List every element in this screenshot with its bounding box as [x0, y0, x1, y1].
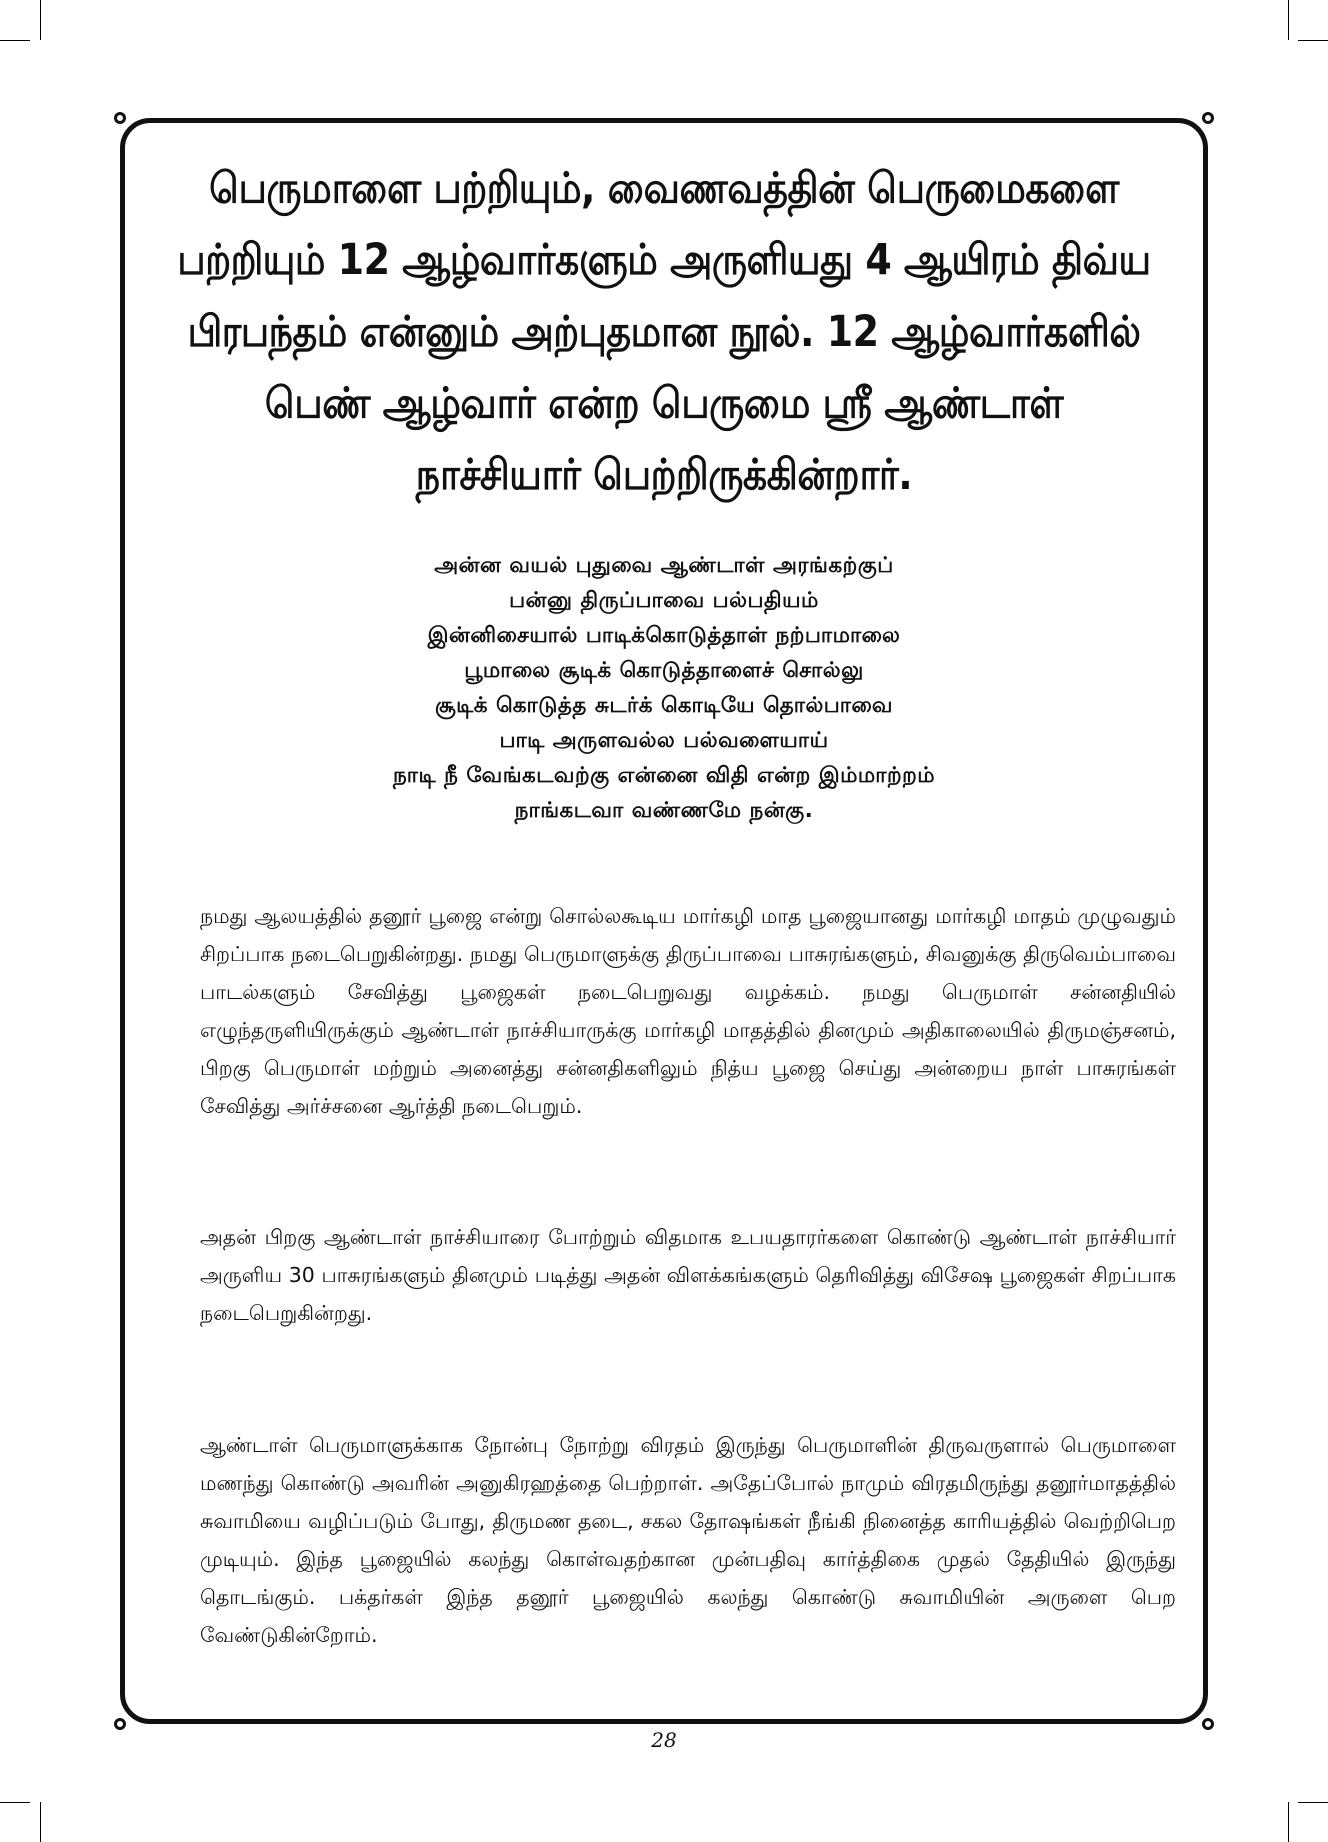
page-number: 28: [651, 1728, 677, 1752]
crop-mark: [0, 1802, 30, 1803]
heading-line: பெருமாளை பற்றியும், வைணவத்தின் பெருமைகளை: [209, 163, 1119, 213]
body-paragraph: ஆண்டாள் பெருமாளுக்காக நோன்பு நோற்று விரதம் இருந்து பெருமாளின் திருவருளால் பெருமாளை மணந்து கொண்டு அவரின் அனுகிரஹத்தை பெற்றாள். அதேப்போல் நாமும் விரதமிருந்து தனூர்மாதத்தில் சுவாமியை வழிப்படும் போது, திருமண தடை, சகல தோஷங்கள் நீங்கி நினைத்த காரியத்தில் வெற்றிபெற முடியும். இந்த பூஜையில் கலந்து கொள்வதற்கான முன்பதிவு கார்த்திகை முதல் தேதியில் இருந்து தொடங்கும். பக்தர்கள் இந்த தனூர் பூஜையில் கலந்து கொண்டு சுவாமியின் அருளை பெற வேண்டுகின்றோம்.: [200, 1433, 1176, 1647]
heading-line: பிரபந்தம் என்னும் அற்புதமான நூல். 12 ஆழ்வார்களில்: [187, 306, 1141, 356]
frame-corner-ornament: [114, 112, 126, 124]
crop-mark: [1288, 0, 1289, 40]
crop-mark: [1288, 1802, 1289, 1842]
crop-mark: [40, 1802, 41, 1842]
verse-line: சூடிக் கொடுத்த சுடர்க் கொடியே தொல்பாவை: [435, 693, 893, 718]
verse-line: பாடி அருளவல்ல பல்வளையாய்: [499, 728, 829, 753]
heading-line: பற்றியும் 12 ஆழ்வார்களும் அருளியது 4 ஆயிரம் திவ்ய: [177, 234, 1151, 285]
crop-mark: [1298, 40, 1328, 41]
body-paragraph: நமது ஆலயத்தில் தனூர் பூஜை என்று சொல்லகூடிய மார்கழி மாத பூஜையானது மார்கழி மாதம் முழுவதும் சிறப்பாக நடைபெறுகின்றது. நமது பெருமாளுக்கு திருப்பாவை பாசுரங்களும், சிவனுக்கு திருவெம்பாவை பாடல்களும் சேவித்து பூஜைகள் நடைபெறுவது வழக்கம். நமது பெருமாள் சன்னதியில் எழுந்தருளியிருக்கும் ஆண்டாள் நாச்சியாருக்கு மார்கழி மாதத்தில் தினமும் அதிகாலையில் திருமஞ்சனம், பிறகு பெருமாள் மற்றும் அனைத்து சன்னதிகளிலும் நித்ய பூஜை செய்து அன்றைய நாள் பாசுரங்கள் சேவித்து அர்ச்சனை ஆர்த்தி நடைபெறும்.: [200, 904, 1176, 1118]
verse-line: பன்னு திருப்பாவை பல்பதியம்: [509, 588, 819, 613]
verse-line: பூமாலை சூடிக் கொடுத்தாளைச் சொல்லு: [464, 658, 864, 683]
verse-line: இன்னிசையால் பாடிக்கொடுத்தாள் நற்பாமாலை: [427, 623, 901, 648]
heading-line: பெண் ஆழ்வார் என்ற பெருமை ஸ்ரீ ஆண்டாள்: [264, 378, 1064, 428]
heading-line: நாச்சியார் பெற்றிருக்கின்றார்.: [415, 449, 913, 500]
crop-mark: [40, 0, 41, 40]
frame-corner-ornament: [1202, 112, 1214, 124]
verse-line: அன்ன வயல் புதுவை ஆண்டாள் அரங்கற்குப்: [434, 553, 894, 578]
crop-mark: [1298, 1802, 1328, 1803]
page-heading: [170, 152, 1158, 510]
verse-line: நாடி நீ வேங்கடவற்கு என்னை விதி என்ற இம்மாற்றம்: [392, 763, 936, 788]
verse-block: [170, 548, 1158, 828]
verse-line: நாங்கடவா வண்ணமே நன்கு.: [514, 798, 814, 823]
body-paragraph: அதன் பிறகு ஆண்டாள் நாச்சியாரை போற்றும் விதமாக உபயதாரர்களை கொண்டு ஆண்டாள் நாச்சியார் அருளிய 30 பாசுரங்களும் தினமும் படித்து அதன் விளக்கங்களும் தெரிவித்து விசேஷ பூஜைகள் சிறப்பாக நடைபெறுகின்றது.: [200, 1225, 1177, 1325]
crop-mark: [0, 40, 30, 41]
